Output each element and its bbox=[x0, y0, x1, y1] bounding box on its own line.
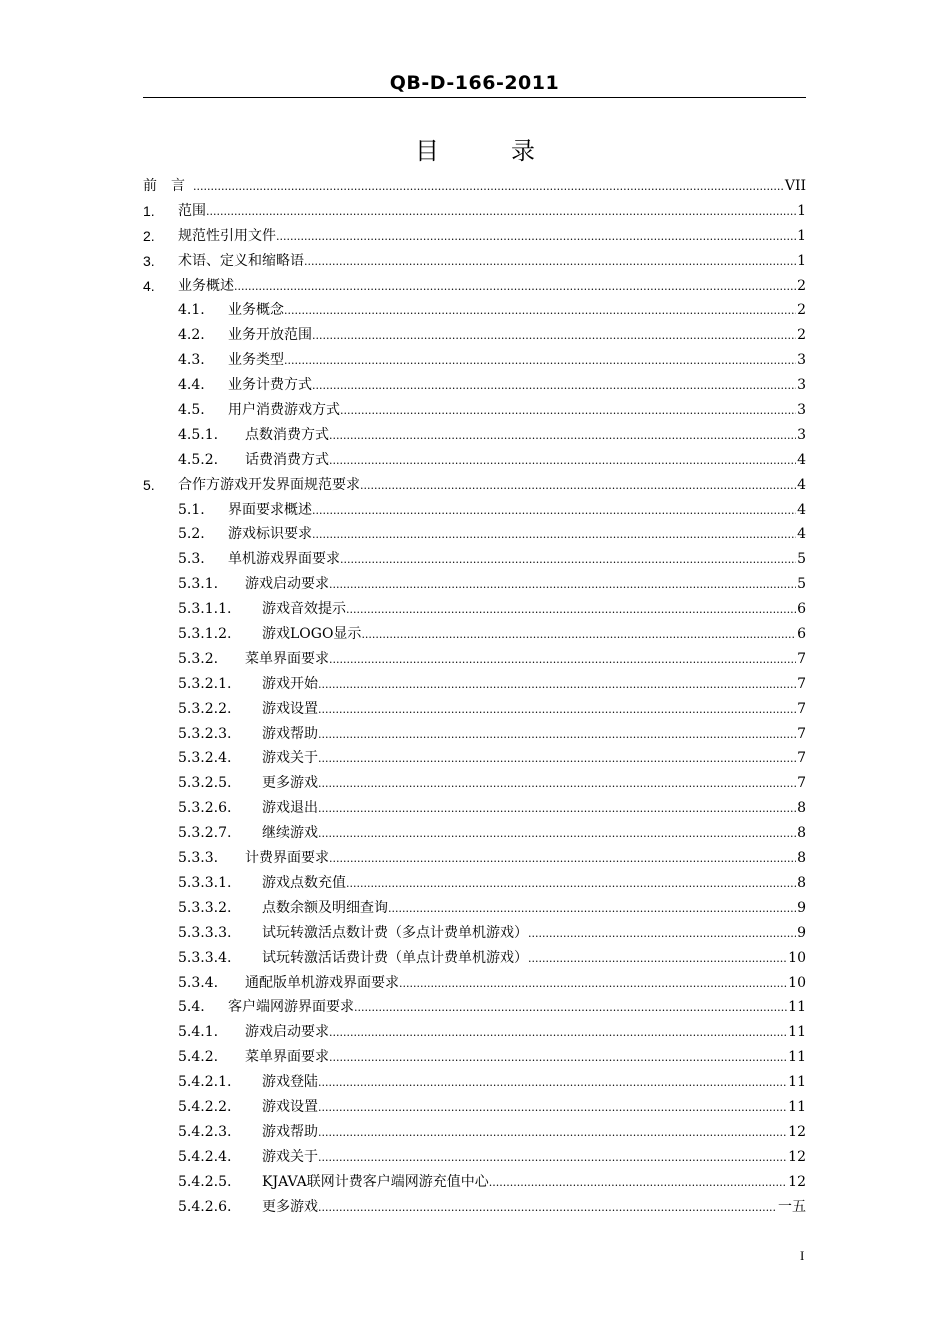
dot-leader bbox=[329, 846, 796, 872]
toc-entry-title: 游戏登陆 bbox=[262, 1070, 318, 1095]
toc-entry-title: 更多游戏 bbox=[262, 771, 318, 796]
toc-entry[interactable] bbox=[143, 1070, 806, 1095]
toc-entry-title: 游戏帮助 bbox=[262, 722, 318, 747]
toc-entry-title: KJAVA联网计费客户端网游充值中心 bbox=[262, 1170, 489, 1195]
dot-leader bbox=[399, 971, 787, 997]
toc-entry-leader bbox=[245, 971, 806, 997]
toc-entry-leader bbox=[262, 796, 806, 822]
toc-entry-number: 前 言 bbox=[143, 178, 185, 194]
dot-leader bbox=[284, 348, 796, 374]
toc-entry-number: 5.1. bbox=[178, 501, 205, 518]
toc-entry-leader bbox=[262, 746, 806, 772]
toc-entry-title: 业务概述 bbox=[178, 274, 234, 299]
toc-entry[interactable] bbox=[143, 298, 806, 323]
toc-entry-title: 界面要求概述 bbox=[228, 498, 312, 523]
toc-entry-title: 点数消费方式 bbox=[245, 423, 329, 448]
toc-entry[interactable] bbox=[143, 174, 806, 199]
toc-entry-title: 客户端网游界面要求 bbox=[228, 995, 354, 1020]
toc-entry-title: 用户消费游戏方式 bbox=[228, 398, 340, 423]
toc-entry[interactable] bbox=[143, 249, 806, 274]
dot-leader bbox=[329, 572, 796, 598]
toc-entry-leader bbox=[262, 1145, 806, 1171]
toc-entry-title: 游戏音效提示 bbox=[262, 597, 346, 622]
toc-entry[interactable] bbox=[143, 821, 806, 846]
toc-entry-leader bbox=[262, 1095, 806, 1121]
toc-entry-page: 6 bbox=[797, 626, 806, 643]
toc-entry-page: 1 bbox=[797, 252, 806, 269]
toc-entry-page: 3 bbox=[797, 426, 806, 443]
toc-entry-number: 5.3.4. bbox=[178, 974, 219, 991]
dot-leader bbox=[234, 274, 796, 300]
toc-entry-leader bbox=[245, 647, 806, 673]
toc-entry-title: 业务开放范围 bbox=[228, 323, 312, 348]
toc-entry-page: 4 bbox=[797, 501, 806, 518]
toc-entry-title: 菜单界面要求 bbox=[245, 647, 329, 672]
dot-leader bbox=[329, 423, 796, 449]
toc-entry[interactable] bbox=[143, 224, 806, 249]
dot-leader bbox=[193, 174, 784, 200]
toc-entry-leader bbox=[178, 274, 806, 300]
dot-leader bbox=[318, 821, 796, 847]
toc-entry-page: 11 bbox=[788, 999, 806, 1016]
toc-entry-number: 5.3.2.1. bbox=[178, 675, 232, 692]
toc-entry-page: 10 bbox=[788, 974, 806, 991]
toc-entry-leader bbox=[262, 946, 806, 972]
toc-entry-page: 1 bbox=[797, 202, 806, 219]
toc-entry-number: 5.4.2. bbox=[178, 1049, 219, 1066]
toc-entry-page: 8 bbox=[797, 825, 806, 842]
toc-entry-title: 游戏启动要求 bbox=[245, 572, 329, 597]
toc-entry-number: 5.3.2.5. bbox=[178, 775, 232, 792]
toc-entry-number: 5.4.2.4. bbox=[178, 1148, 232, 1165]
toc-entry-leader bbox=[178, 249, 806, 275]
toc-entry[interactable] bbox=[143, 647, 806, 672]
toc-entry-page: 9 bbox=[797, 924, 806, 941]
toc-entry-leader bbox=[262, 672, 806, 698]
toc-entry[interactable] bbox=[143, 398, 806, 423]
toc-entry[interactable] bbox=[143, 473, 806, 498]
toc-entry-leader bbox=[245, 846, 806, 872]
toc-entry-page: 7 bbox=[797, 775, 806, 792]
toc-entry-number: 5.3.2.2. bbox=[178, 700, 232, 717]
toc-entry[interactable] bbox=[143, 746, 806, 771]
toc-entry-number: 5.4.2.1. bbox=[178, 1074, 232, 1091]
toc-entry[interactable] bbox=[143, 1195, 806, 1220]
toc-entry-leader bbox=[262, 722, 806, 748]
dot-leader bbox=[318, 672, 796, 698]
toc-entry-number: 5.3. bbox=[178, 551, 205, 568]
toc-entry-title: 游戏LOGO显示 bbox=[262, 622, 361, 647]
toc-entry-page: VII bbox=[784, 178, 806, 194]
toc-entry-title: 单机游戏界面要求 bbox=[228, 547, 340, 572]
toc-entry[interactable] bbox=[143, 896, 806, 921]
toc-entry-leader bbox=[193, 174, 806, 200]
toc-entry-page: 7 bbox=[797, 700, 806, 717]
toc-entry[interactable] bbox=[143, 1020, 806, 1045]
dot-leader bbox=[318, 746, 796, 772]
toc-entry-number: 5.3.1.2. bbox=[178, 626, 232, 643]
toc-entry-title: 游戏开始 bbox=[262, 672, 318, 697]
toc-entry-page: 8 bbox=[797, 800, 806, 817]
toc-title: 目 录 bbox=[415, 137, 559, 165]
toc-entry-page: 2 bbox=[797, 327, 806, 344]
toc-entry[interactable] bbox=[143, 572, 806, 597]
toc-entry-page: 11 bbox=[788, 1024, 806, 1041]
toc-entry-page: 12 bbox=[788, 1148, 806, 1165]
dot-leader bbox=[346, 871, 796, 897]
toc-entry[interactable] bbox=[143, 771, 806, 796]
toc-entry-title: 通配版单机游戏界面要求 bbox=[245, 971, 399, 996]
toc-entry-number: 5.3.1.1. bbox=[178, 601, 232, 618]
toc-entry[interactable] bbox=[143, 846, 806, 871]
dot-leader bbox=[318, 771, 796, 797]
toc-entry[interactable] bbox=[143, 373, 806, 398]
toc-entry[interactable] bbox=[143, 323, 806, 348]
dot-leader bbox=[329, 1020, 787, 1046]
toc-entry[interactable] bbox=[143, 946, 806, 971]
dot-leader bbox=[360, 473, 796, 499]
dot-leader bbox=[329, 647, 796, 673]
dot-leader bbox=[318, 1195, 777, 1221]
toc-entry-leader bbox=[245, 448, 806, 474]
toc-entry-page: 5 bbox=[797, 551, 806, 568]
toc-entry[interactable] bbox=[143, 498, 806, 523]
toc-entry-title: 游戏标识要求 bbox=[228, 522, 312, 547]
dot-leader bbox=[318, 722, 796, 748]
toc-entry-number: 5.2. bbox=[178, 526, 205, 543]
toc-entry-page: 7 bbox=[797, 650, 806, 667]
dot-leader bbox=[361, 622, 796, 648]
toc-entry-page: 9 bbox=[797, 899, 806, 916]
toc-entry[interactable] bbox=[143, 622, 806, 647]
toc-entry-leader bbox=[178, 473, 806, 499]
toc-entry-number: 4.5. bbox=[178, 402, 205, 419]
toc-entry-number: 5.3.2.6. bbox=[178, 800, 232, 817]
toc-entry-page: 1 bbox=[797, 227, 806, 244]
dot-leader bbox=[312, 522, 796, 548]
toc-entry-page: 12 bbox=[788, 1173, 806, 1190]
toc-entry-leader bbox=[245, 1020, 806, 1046]
dot-leader bbox=[318, 1145, 787, 1171]
toc-entry-leader bbox=[262, 896, 806, 922]
toc-entry-title: 业务概念 bbox=[228, 298, 284, 323]
toc-entry[interactable] bbox=[143, 697, 806, 722]
toc-entry-number: 5.3.2.4. bbox=[178, 750, 232, 767]
toc-entry-number: 5.4.2.2. bbox=[178, 1098, 232, 1115]
toc-entry[interactable] bbox=[143, 1095, 806, 1120]
toc-entry-leader bbox=[245, 423, 806, 449]
toc-entry-title: 业务计费方式 bbox=[228, 373, 312, 398]
toc-entry-leader bbox=[245, 1045, 806, 1071]
toc-entry-page: 3 bbox=[797, 377, 806, 394]
toc-entry-number: 5.3.3. bbox=[178, 850, 219, 867]
toc-entry-leader bbox=[262, 771, 806, 797]
toc-entry-leader bbox=[228, 323, 806, 349]
toc-entry-number: 5.3.2.3. bbox=[178, 725, 232, 742]
dot-leader bbox=[318, 1070, 787, 1096]
toc-entry-title: 点数余额及明细查询 bbox=[262, 896, 388, 921]
toc-entry-page: 12 bbox=[788, 1123, 806, 1140]
toc-entry[interactable] bbox=[143, 971, 806, 996]
toc-entry-title: 话费消费方式 bbox=[245, 448, 329, 473]
dot-leader bbox=[312, 498, 796, 524]
toc-entry-number: 5.4.2.3. bbox=[178, 1123, 232, 1140]
toc-entry-leader bbox=[228, 373, 806, 399]
toc-entry-page: 一五 bbox=[778, 1198, 806, 1215]
toc-entry-page: 7 bbox=[797, 750, 806, 767]
toc-entry-number: 4.2. bbox=[178, 327, 205, 344]
toc-entry-leader bbox=[228, 547, 806, 573]
toc-entry[interactable] bbox=[143, 796, 806, 821]
toc-entry-number: 3. bbox=[143, 252, 155, 269]
toc-entry-title: 游戏关于 bbox=[262, 1145, 318, 1170]
toc-entry-number: 4.4. bbox=[178, 377, 205, 394]
toc-entry[interactable] bbox=[143, 672, 806, 697]
dot-leader bbox=[388, 896, 796, 922]
toc-entry-title: 游戏设置 bbox=[262, 1095, 318, 1120]
toc-entry-title: 游戏退出 bbox=[262, 796, 318, 821]
toc-entry[interactable] bbox=[143, 1120, 806, 1145]
document-code: QB-D-166-2011 bbox=[389, 72, 560, 94]
toc-entry-leader bbox=[262, 1120, 806, 1146]
toc-entry-leader bbox=[228, 348, 806, 374]
dot-leader bbox=[284, 298, 796, 324]
toc-entry[interactable] bbox=[143, 1145, 806, 1170]
dot-leader bbox=[489, 1170, 787, 1196]
toc-entry-number: 4.3. bbox=[178, 352, 205, 369]
table-of-contents bbox=[143, 174, 806, 1219]
toc-entry-leader bbox=[228, 298, 806, 324]
toc-entry-title: 游戏点数充值 bbox=[262, 871, 346, 896]
toc-entry-title: 术语、定义和缩略语 bbox=[178, 249, 304, 274]
toc-entry-number: 4.1. bbox=[178, 302, 205, 319]
toc-entry-page: 8 bbox=[797, 874, 806, 891]
toc-entry-page: 3 bbox=[797, 352, 806, 369]
toc-entry-page: 11 bbox=[788, 1098, 806, 1115]
dot-leader bbox=[528, 921, 796, 947]
toc-entry-page: 11 bbox=[788, 1074, 806, 1091]
toc-entry-page: 7 bbox=[797, 675, 806, 692]
dot-leader bbox=[304, 249, 796, 275]
toc-entry-leader bbox=[262, 622, 806, 648]
dot-leader bbox=[318, 1095, 787, 1121]
toc-entry[interactable] bbox=[143, 423, 806, 448]
toc-entry[interactable] bbox=[143, 1170, 806, 1195]
toc-entry-page: 6 bbox=[797, 601, 806, 618]
toc-entry-leader bbox=[228, 398, 806, 424]
toc-entry[interactable] bbox=[143, 1045, 806, 1070]
toc-entry-number: 5.3.3.1. bbox=[178, 874, 232, 891]
toc-entry-leader bbox=[262, 921, 806, 947]
toc-entry-page: 4 bbox=[797, 476, 806, 493]
toc-entry-number: 5.4.2.6. bbox=[178, 1198, 232, 1215]
toc-entry-title: 游戏设置 bbox=[262, 697, 318, 722]
toc-entry-number: 4.5.2. bbox=[178, 451, 219, 468]
toc-entry-page: 2 bbox=[797, 302, 806, 319]
footer-page-number: I bbox=[800, 1248, 805, 1263]
dot-leader bbox=[318, 796, 796, 822]
toc-entry-title: 继续游戏 bbox=[262, 821, 318, 846]
toc-entry-number: 5.4. bbox=[178, 999, 205, 1016]
toc-entry-title: 游戏帮助 bbox=[262, 1120, 318, 1145]
toc-entry[interactable] bbox=[143, 921, 806, 946]
toc-entry-page: 3 bbox=[797, 402, 806, 419]
document-header bbox=[143, 70, 806, 98]
toc-entry-page: 8 bbox=[797, 850, 806, 867]
toc-entry-title: 计费界面要求 bbox=[245, 846, 329, 871]
toc-entry[interactable] bbox=[143, 597, 806, 622]
toc-entry-leader bbox=[228, 498, 806, 524]
toc-entry-page: 10 bbox=[788, 949, 806, 966]
dot-leader bbox=[329, 1045, 787, 1071]
toc-entry-leader bbox=[262, 821, 806, 847]
toc-entry-number: 5.3.3.3. bbox=[178, 924, 232, 941]
toc-entry-number: 5.3.2. bbox=[178, 650, 219, 667]
toc-entry-title: 更多游戏 bbox=[262, 1195, 318, 1220]
toc-entry-leader bbox=[262, 597, 806, 623]
toc-entry-number: 5. bbox=[143, 476, 155, 493]
toc-entry-title: 试玩转激活点数计费（多点计费单机游戏） bbox=[262, 921, 528, 946]
toc-entry-page: 2 bbox=[797, 277, 806, 294]
toc-entry-title: 规范性引用文件 bbox=[178, 224, 276, 249]
toc-entry-title: 试玩转激活话费计费（单点计费单机游戏） bbox=[262, 946, 528, 971]
toc-entry-number: 5.4.2.5. bbox=[178, 1173, 232, 1190]
toc-entry-page: 4 bbox=[797, 526, 806, 543]
toc-entry-title: 菜单界面要求 bbox=[245, 1045, 329, 1070]
toc-entry-number: 5.3.3.2. bbox=[178, 899, 232, 916]
toc-entry-leader bbox=[245, 572, 806, 598]
dot-leader bbox=[318, 697, 796, 723]
toc-entry-leader bbox=[262, 1195, 806, 1221]
toc-entry[interactable] bbox=[143, 274, 806, 299]
toc-entry[interactable] bbox=[143, 448, 806, 473]
toc-entry[interactable] bbox=[143, 199, 806, 224]
dot-leader bbox=[312, 323, 796, 349]
dot-leader bbox=[340, 547, 796, 573]
toc-entry[interactable] bbox=[143, 547, 806, 572]
toc-entry-title: 合作方游戏开发界面规范要求 bbox=[178, 473, 360, 498]
toc-entry-page: 11 bbox=[788, 1049, 806, 1066]
toc-entry-number: 2. bbox=[143, 227, 155, 244]
dot-leader bbox=[318, 1120, 787, 1146]
toc-entry-number: 5.3.2.7. bbox=[178, 825, 232, 842]
dot-leader bbox=[329, 448, 796, 474]
toc-entry-leader bbox=[262, 871, 806, 897]
toc-entry-leader bbox=[178, 224, 806, 250]
toc-entry-title: 游戏关于 bbox=[262, 746, 318, 771]
toc-entry-title: 游戏启动要求 bbox=[245, 1020, 329, 1045]
toc-entry-leader bbox=[228, 522, 806, 548]
toc-entry[interactable] bbox=[143, 522, 806, 547]
toc-entry-leader bbox=[262, 1170, 806, 1196]
dot-leader bbox=[206, 199, 796, 225]
toc-entry-title: 业务类型 bbox=[228, 348, 284, 373]
toc-entry-leader bbox=[262, 697, 806, 723]
toc-entry-leader bbox=[228, 995, 806, 1021]
toc-entry-leader bbox=[178, 199, 806, 225]
dot-leader bbox=[528, 946, 787, 972]
toc-entry-number: 5.3.3.4. bbox=[178, 949, 232, 966]
toc-entry[interactable] bbox=[143, 348, 806, 373]
dot-leader bbox=[276, 224, 796, 250]
toc-entry[interactable] bbox=[143, 995, 806, 1020]
toc-entry[interactable] bbox=[143, 722, 806, 747]
toc-entry-number: 1. bbox=[143, 202, 155, 219]
toc-entry-number: 4. bbox=[143, 277, 155, 294]
dot-leader bbox=[340, 398, 796, 424]
dot-leader bbox=[312, 373, 796, 399]
toc-entry-title: 范围 bbox=[178, 199, 206, 224]
toc-entry-page: 7 bbox=[797, 725, 806, 742]
toc-entry-page: 5 bbox=[797, 576, 806, 593]
dot-leader bbox=[354, 995, 787, 1021]
toc-entry[interactable] bbox=[143, 871, 806, 896]
toc-entry-number: 5.4.1. bbox=[178, 1024, 219, 1041]
toc-entry-number: 5.3.1. bbox=[178, 576, 219, 593]
toc-entry-number: 4.5.1. bbox=[178, 426, 219, 443]
toc-entry-page: 4 bbox=[797, 451, 806, 468]
dot-leader bbox=[346, 597, 796, 623]
toc-entry-leader bbox=[262, 1070, 806, 1096]
